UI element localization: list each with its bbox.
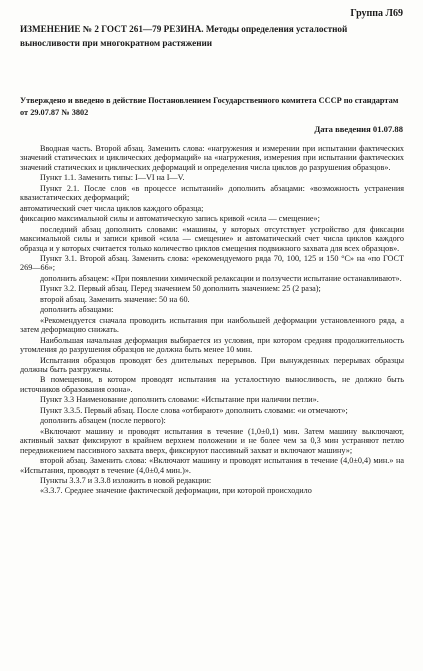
approval-statement: Утверждено и введено в действие Постановлением Государственного комитета СССР по стандартам от 29.07.87 № 3802 xyxy=(20,96,399,117)
effective-date: Дата введения 01.07.88 xyxy=(314,124,403,134)
paragraph: Пункт 2.1. После слов «в процессе испытаний» дополнить абзацами: «возможность устранения квазистатических деформаций; xyxy=(20,183,404,203)
paragraph: последний абзац дополнить словами: «машины, у которых отсутствует устройство для фиксации максимальной силы и записи кривой «сила — смещение» и автоматический счет числа циклов каждого образца и у которых считается только количество циклов смещения подвижного захвата для всех образцов». xyxy=(20,224,404,253)
paragraph: Пункты 3.3.7 и 3.3.8 изложить в новой редакции: xyxy=(40,475,212,485)
paragraph: дополнить абзацем (после первого): xyxy=(40,416,166,426)
paragraph: второй абзац. Заменить слова: «Включают машину и проводят испытания в течение (4,0±0,4) мин.» на «Испытания, проводят в течение (4,0±0,4 мин.)». xyxy=(20,456,404,475)
paragraph: Вводная часть. Второй абзац. Заменить слова: «нагружения и измерении при испытании фактических значений статических и циклических деформаций» на «нагружения, измерения при испытании фактических значений статических и циклических деформаций и определения числа циклов до разрушения образцов». xyxy=(20,144,404,172)
paragraph: дополнить абзацем: «При появлении химической релаксации и ползучести испытание останавливают». xyxy=(40,273,402,283)
paragraph: Пункт 3.3 Наименование дополнить словами: «Испытание при наличии петли». xyxy=(40,395,319,405)
paragraph: Испытания образцов проводят без длительных перерывов. При вынужденных перерывах образцы должны быть разгружены. xyxy=(20,355,404,374)
paragraph: «Рекомендуется сначала проводить испытания при наибольшей деформации установленного ряда, а затем деформацию снижать. xyxy=(20,315,404,335)
paragraph: Наибольшая начальная деформация выбирается из условия, при котором средняя продолжительность утомления до разрушения образцов не должна быть менее 10 мин. xyxy=(20,335,404,355)
paragraph: второй абзац. Заменить значение: 50 на 60. xyxy=(40,294,190,304)
paragraph: дополнить абзацами: xyxy=(40,305,114,315)
document-title: ИЗМЕНЕНИЕ № 2 ГОСТ 261—79 РЕЗИНА. Методы определения усталостной выносливости при многократном растяжении xyxy=(20,24,348,48)
paragraph: Пункт 3.1. Второй абзац. Заменить слова: «рекомендуемого ряда 70, 100, 125 и 150 °С» на «по ГОСТ 269—66»; xyxy=(20,253,404,273)
paragraph: Пункт 3.3.5. Первый абзац. После слова «отбирают» дополнить словами: «и отмечают»; xyxy=(40,405,348,415)
paragraph: «Включают машину и проводят испытания в течение (1,0±0,1) мин. Затем машину выключают, активный захват фиксируют в крайнем верхнем положении и не более чем за 0,3 мин устраняют петлю передвижением пассивного захвата вверх, фиксируют пассивный захват и включают машину»; xyxy=(20,426,404,455)
paragraph: Пункт 1.1. Заменить типы: I—VI на I—V. xyxy=(40,173,185,183)
paragraph: «3.3.7. Среднее значение фактической деформации, при которой происходило xyxy=(40,486,312,496)
paragraph: автоматический счет числа циклов каждого образца; xyxy=(20,203,204,213)
paragraph: Пункт 3.2. Первый абзац. Перед значением 50 дополнить значением: 25 (2 раза); xyxy=(40,284,321,294)
group-code: Группа Л69 xyxy=(350,8,403,19)
paragraph: В помещении, в котором проводят испытания на усталостную выносливость, не должно быть источников образования озона». xyxy=(20,375,404,394)
document-body xyxy=(20,144,404,497)
paragraph: фиксацию максимальной силы и автоматическую запись кривой «сила — смещение»; xyxy=(20,214,320,224)
